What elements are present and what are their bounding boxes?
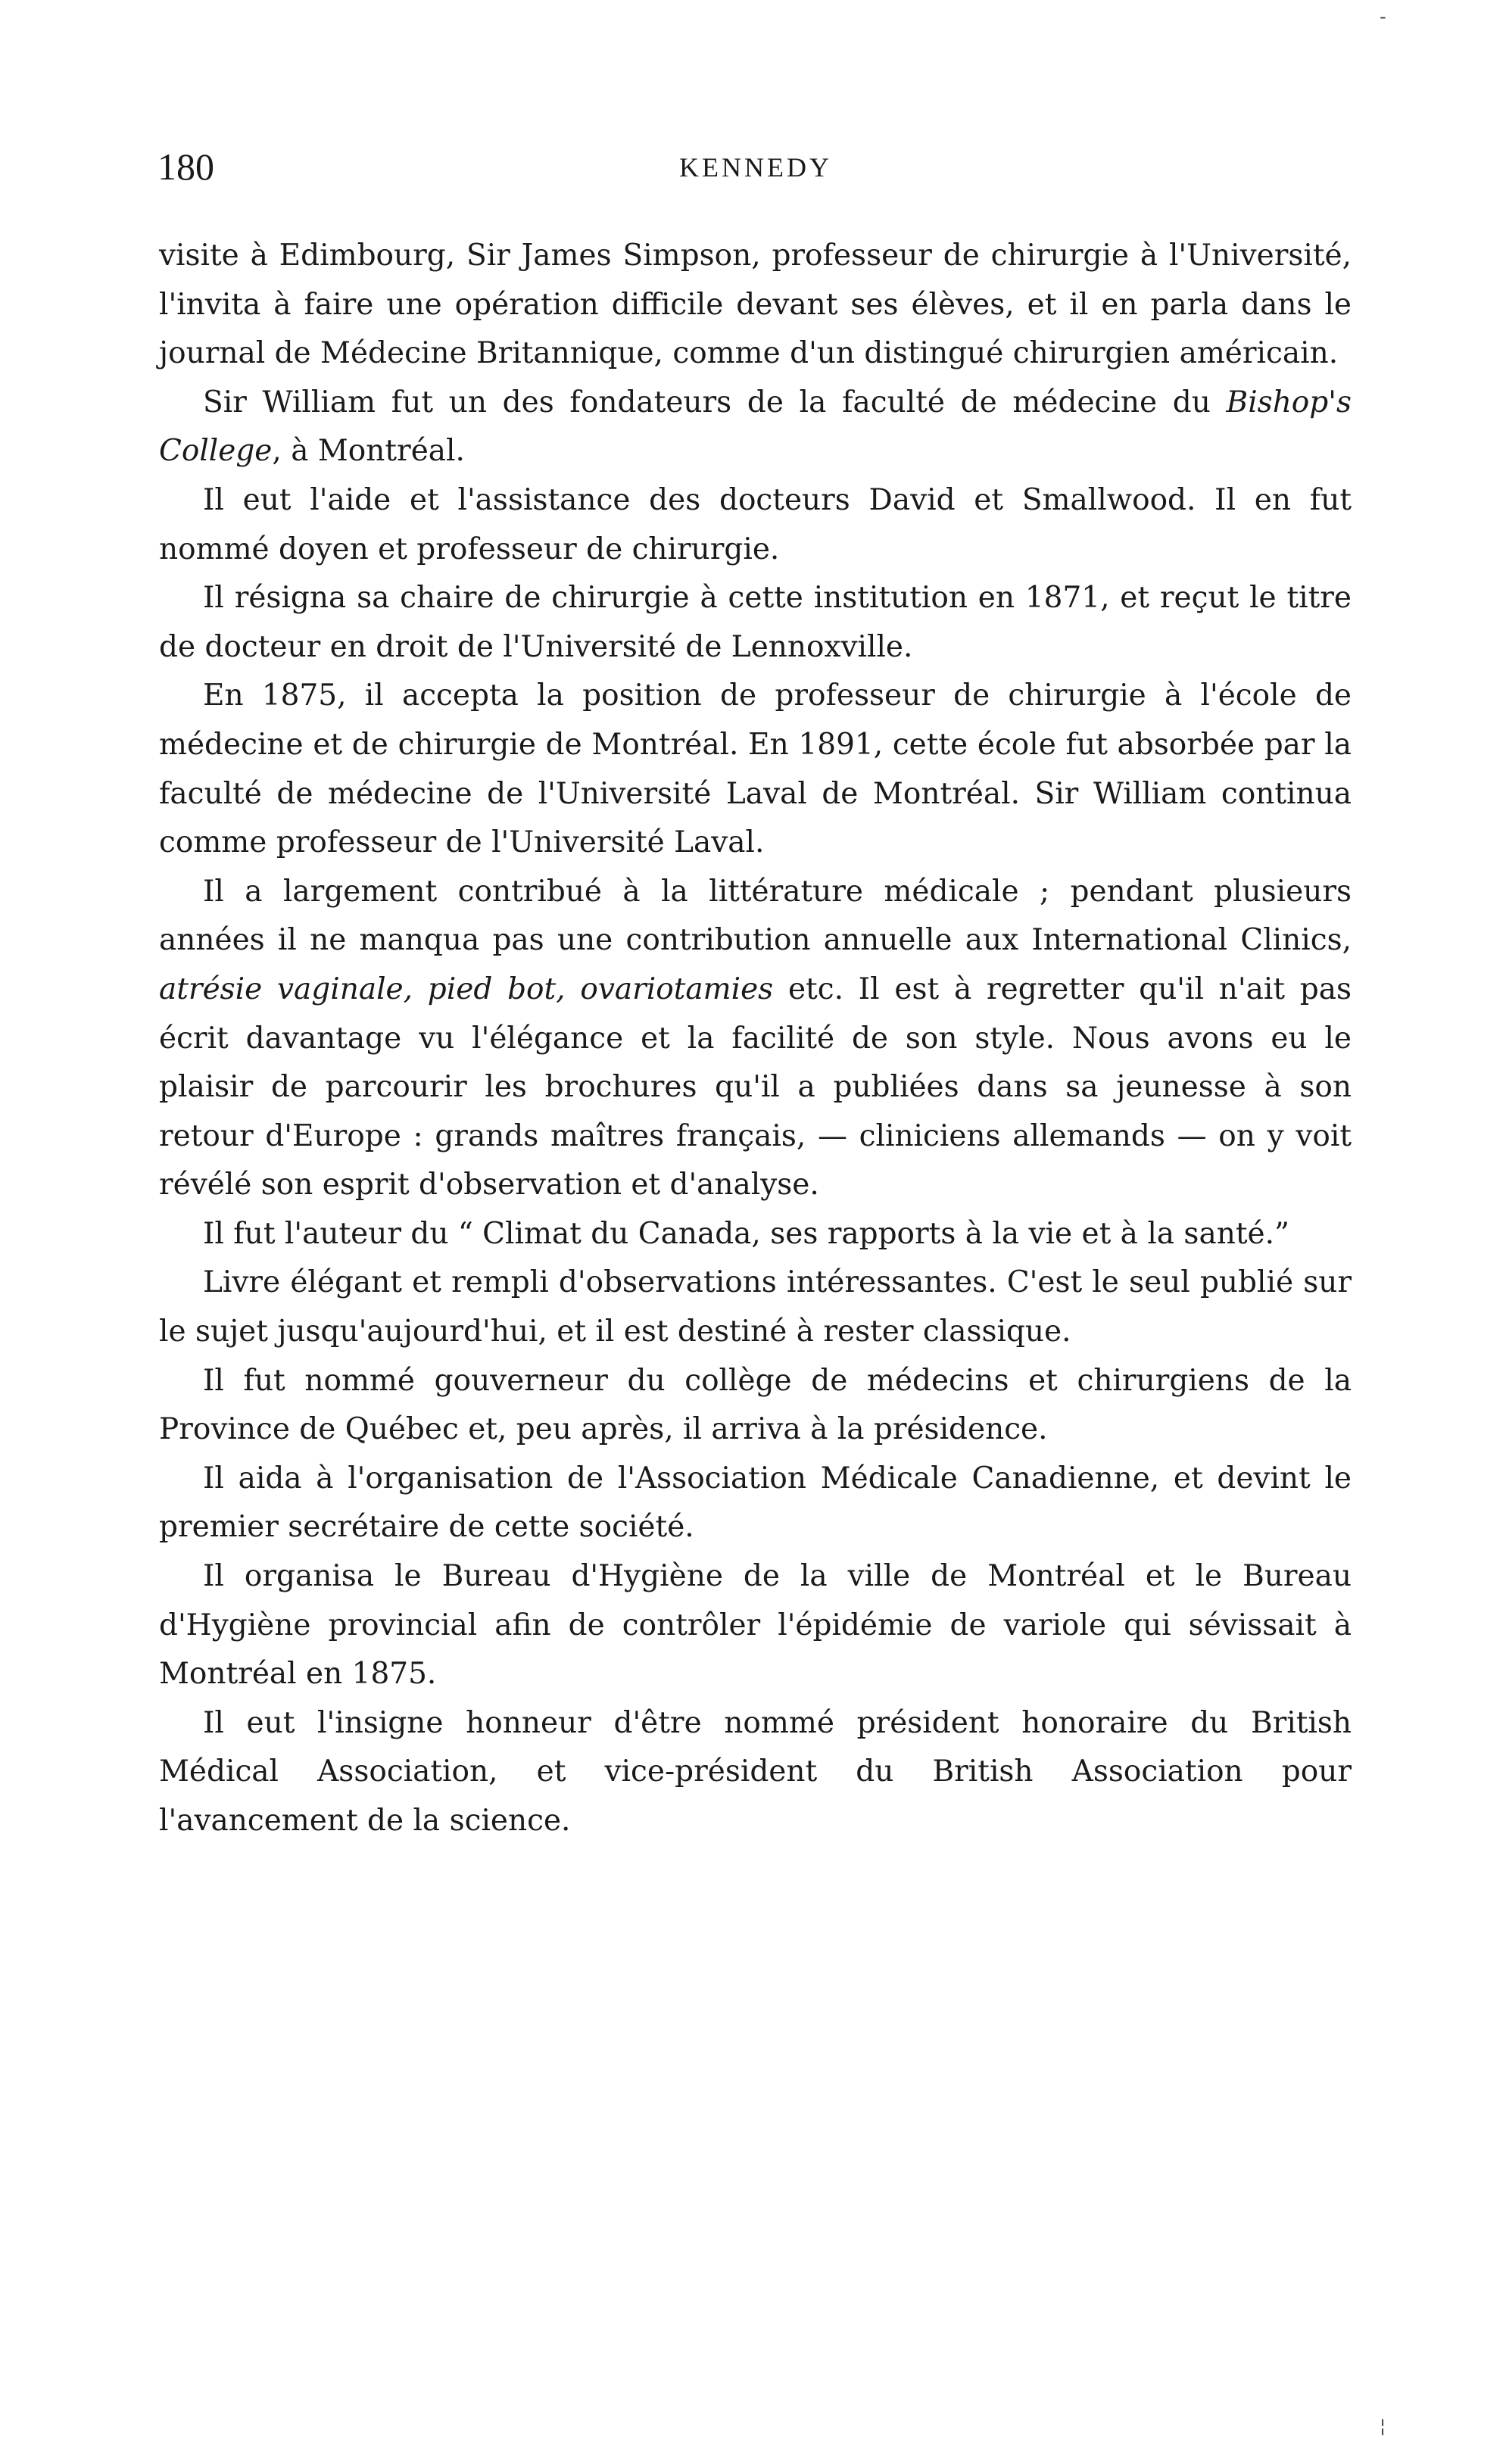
paragraph-text: , à Montréal. xyxy=(272,434,465,469)
paragraph-text: Il a largement contribué à la littérature médicale ; pendant plusieurs années il ne manqua pas une contribution annuelle aux International Clinics, xyxy=(159,874,1352,958)
paragraph-text: Sir William fut un des fondateurs de la faculté de médecine du xyxy=(203,385,1227,420)
page-number: 180 xyxy=(157,145,214,188)
paragraph xyxy=(159,1210,1352,1259)
paragraph-text: Il fut nommé gouverneur du collège de médecins et chirurgiens de la Province de Québec et, peu après, il arriva à la présidence. xyxy=(159,1363,1352,1447)
paragraph xyxy=(159,1357,1352,1455)
college-name-italic: Bishop's College xyxy=(159,385,1352,469)
paragraph xyxy=(159,1699,1352,1846)
paragraph xyxy=(159,1552,1352,1699)
paragraph-text: Il fut l'auteur du “ Climat du Canada, ses rapports à la vie et à la santé.” xyxy=(203,1216,1289,1251)
body-text xyxy=(159,232,1352,1846)
clinics-topics-italic: atrésie vaginale, pied bot, ovariotamies xyxy=(159,972,774,1006)
paragraph-text: Il résigna sa chaire de chirurgie à cette institution en 1871, et reçut le titre de docteur en droit de l'Université de Lennoxville. xyxy=(159,581,1352,664)
scan-edge-mark: ¦ xyxy=(1380,2416,1386,2437)
paragraph-text: Il aida à l'organisation de l'Association Médicale Canadienne, et devint le premier secrétaire de cette société. xyxy=(159,1461,1352,1545)
running-title: KENNEDY xyxy=(679,152,832,182)
paragraph xyxy=(159,232,1352,379)
paragraph-text: etc. Il est à regretter qu'il n'ait pas écrit davantage vu l'élégance et la facilité de son style. Nous avons eu le plaisir de parcourir les brochures qu'il a publiées dans sa jeunesse à son retour d'Europe : grands maîtres français, — cliniciens allemands — on y voit révélé son esprit d'observation et d'analyse. xyxy=(159,972,1352,1202)
paragraph-text: visite à Edimbourg, Sir James Simpson, professeur de chirurgie à l'Université, l'invita à faire une opération difficile devant ses élèves, et il en parla dans le journal de Médecine Britannique, comme d'un distingué chirurgien américain. xyxy=(159,239,1352,371)
running-head xyxy=(157,144,1354,197)
paragraph-text: Il eut l'aide et l'assistance des docteurs David et Smallwood. Il en fut nommé doyen et professeur de chirurgie. xyxy=(159,482,1352,566)
paragraph xyxy=(159,379,1352,476)
paragraph-text: En 1875, il accepta la position de professeur de chirurgie à l'école de médecine et de chirurgie de Montréal. En 1891, cette école fut absorbée par la faculté de médecine de l'Université Laval de Montréal. Sir William continua comme professeur de l'Université Laval. xyxy=(159,678,1352,860)
paragraph xyxy=(159,574,1352,672)
paragraph xyxy=(159,868,1352,1210)
scan-edge-mark: - xyxy=(1380,6,1386,27)
paragraph xyxy=(159,1455,1352,1552)
paragraph-text: Livre élégant et rempli d'observations intéressantes. C'est le seul publié sur le sujet jusqu'aujourd'hui, et il est destiné à rester classique. xyxy=(159,1265,1352,1349)
paragraph xyxy=(159,476,1352,574)
paragraph-text: Il eut l'insigne honneur d'être nommé président honoraire du British Médical Association, et vice-président du British Association pour l'avancement de la science. xyxy=(159,1705,1352,1838)
paragraph xyxy=(159,1259,1352,1356)
paragraph xyxy=(159,672,1352,867)
paragraph-text: Il organisa le Bureau d'Hygiène de la ville de Montréal et le Bureau d'Hygiène provincial afin de contrôler l'épidémie de variole qui sévissait à Montréal en 1875. xyxy=(159,1559,1352,1692)
